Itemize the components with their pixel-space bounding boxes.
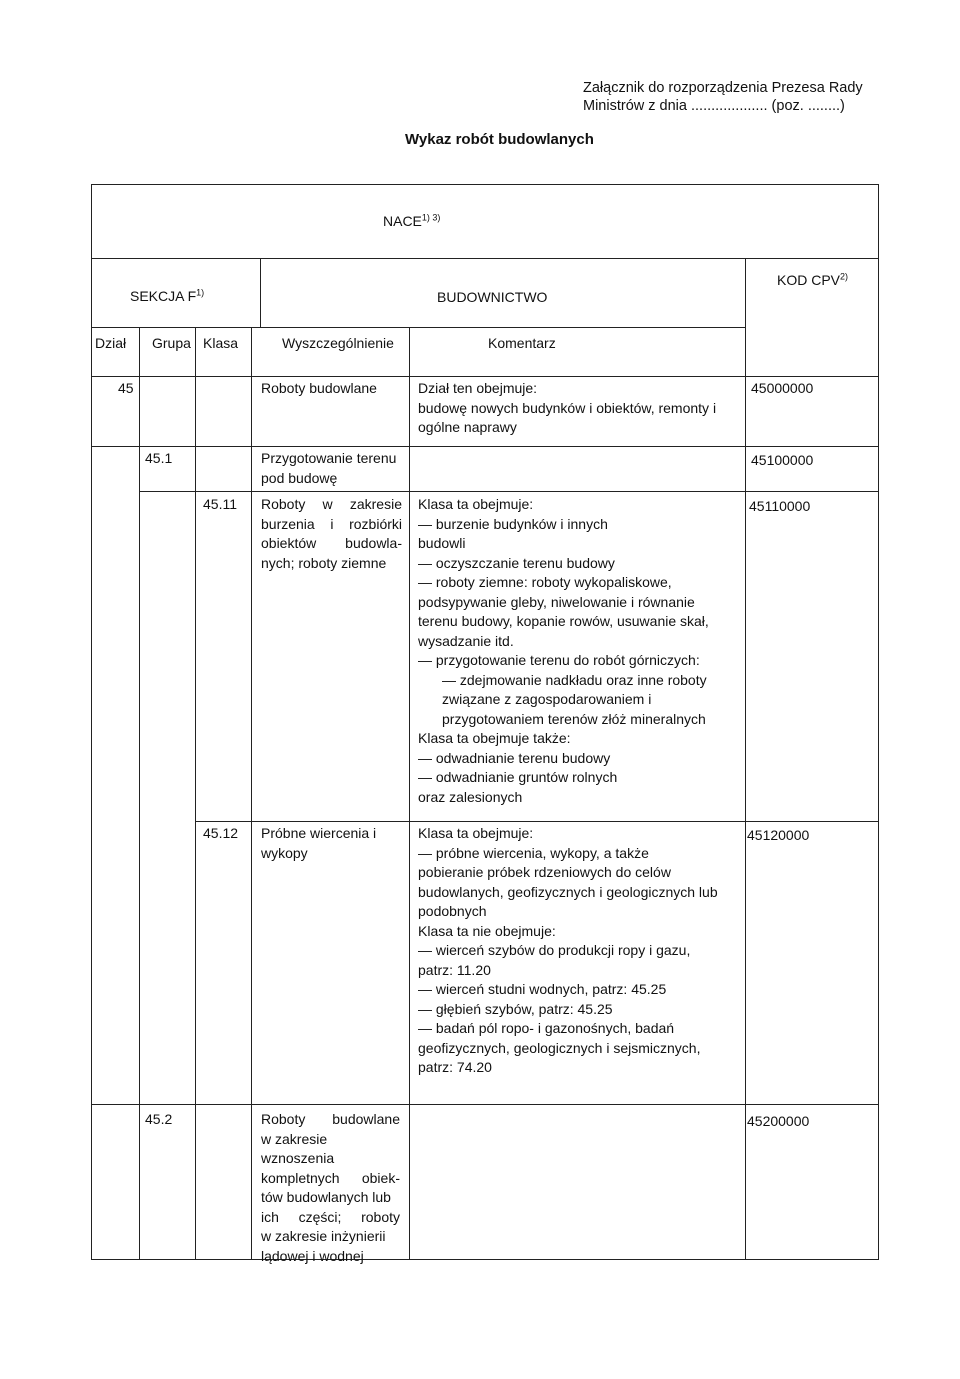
rule-section-bottom — [91, 327, 745, 328]
row-45-11-comment: Klasa ta obejmuje: — burzenie budynków i innych budowli — oczyszczanie terenu budowy — roboty ziemne: roboty wykopaliskowe, podsypywanie gleby, niwelowanie i równanie terenu budowy, kopanie rowów, usuwanie skał, wysadzanie itd. — przygotowanie terenu do robót górniczych: — zdejmowanie nadkładu oraz inne roboty związane z zagospodarowaniem i przygotowaniem terenów złóż mineralnych Klasa ta obejmuje także: — odwadnianie terenu budowy — odwadnianie gruntów rolnych oraz zalesionych — [418, 496, 709, 805]
row-45-2-desc: Roboty budowlane w zakresie wznoszenia kompletnych obiek- tów budowlanych lub ich części; roboty w zakresie inżynierii lądowej i wodnej — [261, 1111, 400, 1264]
row-45-12-comment: Klasa ta obejmuje: — próbne wiercenia, wykopy, a także pobieranie próbek rdzeniowych do celów budowlanych, geofizycznych i geologicznych lub podobnych Klasa ta nie obejmuje: — wierceń szybów do produkcji ropy i gazu, patrz: 11.20 — wierceń studni wodnych, patrz: 45.25 — głębień szybów, patrz: 45.25 — badań pól ropo- i gazonośnych, badań geofizycznych, geologicznych i sejsmicznych, patrz: 74.20 — [418, 825, 718, 1075]
nace-label: $NACE^{1) 3)}$ — [383, 212, 441, 229]
rule-col-grupa — [195, 327, 196, 1260]
row-45-comment: Dział ten obejmuje: budowę nowych budynków i obiektów, remonty i ogólne naprawy — [418, 380, 717, 435]
col-header-grupa: Grupa — [152, 335, 191, 351]
row-45-11-klasa: 45.11 — [203, 496, 237, 512]
rule-row-3 — [195, 821, 879, 822]
row-45-1-grupa: 45.1 — [145, 450, 173, 466]
row-45-11-desc: Roboty w zakresie burzenia i rozbiórki obiektów budowla- nych; roboty ziemne — [261, 496, 402, 571]
rule-row-1 — [91, 446, 879, 447]
row-45-1-cpv: 45100000 — [751, 452, 814, 468]
row-45-12-desc: Próbne wiercenia i wykopy — [261, 825, 377, 861]
row-45-1-desc: Przygotowanie terenu pod budowę — [261, 450, 397, 486]
col-header-description: Wyszczególnienie — [282, 335, 394, 351]
rule-section — [260, 258, 261, 327]
rule-col-klasa — [251, 327, 252, 1260]
row-45-12-cpv: 45120000 — [747, 827, 810, 843]
row-45-desc: Roboty budowlane — [261, 380, 377, 396]
cpv-label: KOD CPV$^{2)}$ — [777, 271, 849, 288]
rule-nace — [91, 258, 879, 259]
row-45-12-klasa: 45.12 — [203, 825, 239, 841]
rule-columns-bottom — [91, 376, 879, 377]
rule-row-2 — [139, 491, 879, 492]
col-header-dzial: Dział — [95, 335, 127, 351]
annex-line-2: Ministrów z dnia ................... (poz. ........) — [583, 98, 845, 114]
table-border-bottom — [91, 1259, 879, 1260]
table-border-left — [91, 184, 92, 1260]
row-45-11-cpv: 45110000 — [749, 498, 811, 514]
rule-col-dzial — [139, 327, 140, 1260]
rule-col-desc — [409, 327, 410, 1260]
annex-note — [583, 79, 863, 115]
row-45-2-cpv: 45200000 — [747, 1113, 810, 1129]
section-name: BUDOWNICTWO — [437, 289, 548, 305]
col-header-comment: Komentarz — [488, 335, 556, 351]
table-border-top — [91, 184, 879, 185]
col-header-klasa: Klasa — [203, 335, 239, 351]
rule-row-4 — [91, 1104, 879, 1105]
row-45-2-grupa: 45.2 — [145, 1111, 173, 1127]
document-title: Wykaz robót budowlanych — [405, 131, 594, 148]
table-border-right — [878, 184, 879, 1260]
rule-cpv-col — [745, 258, 746, 1260]
row-45-cpv: 45000000 — [751, 380, 814, 396]
works-table — [91, 184, 879, 1264]
annex-line-1: Załącznik do rozporządzenia Prezesa Rady — [583, 80, 863, 96]
section-label: SEKCJA $F^{1)}$ — [130, 287, 205, 304]
row-45-dzial: 45 — [118, 380, 134, 396]
